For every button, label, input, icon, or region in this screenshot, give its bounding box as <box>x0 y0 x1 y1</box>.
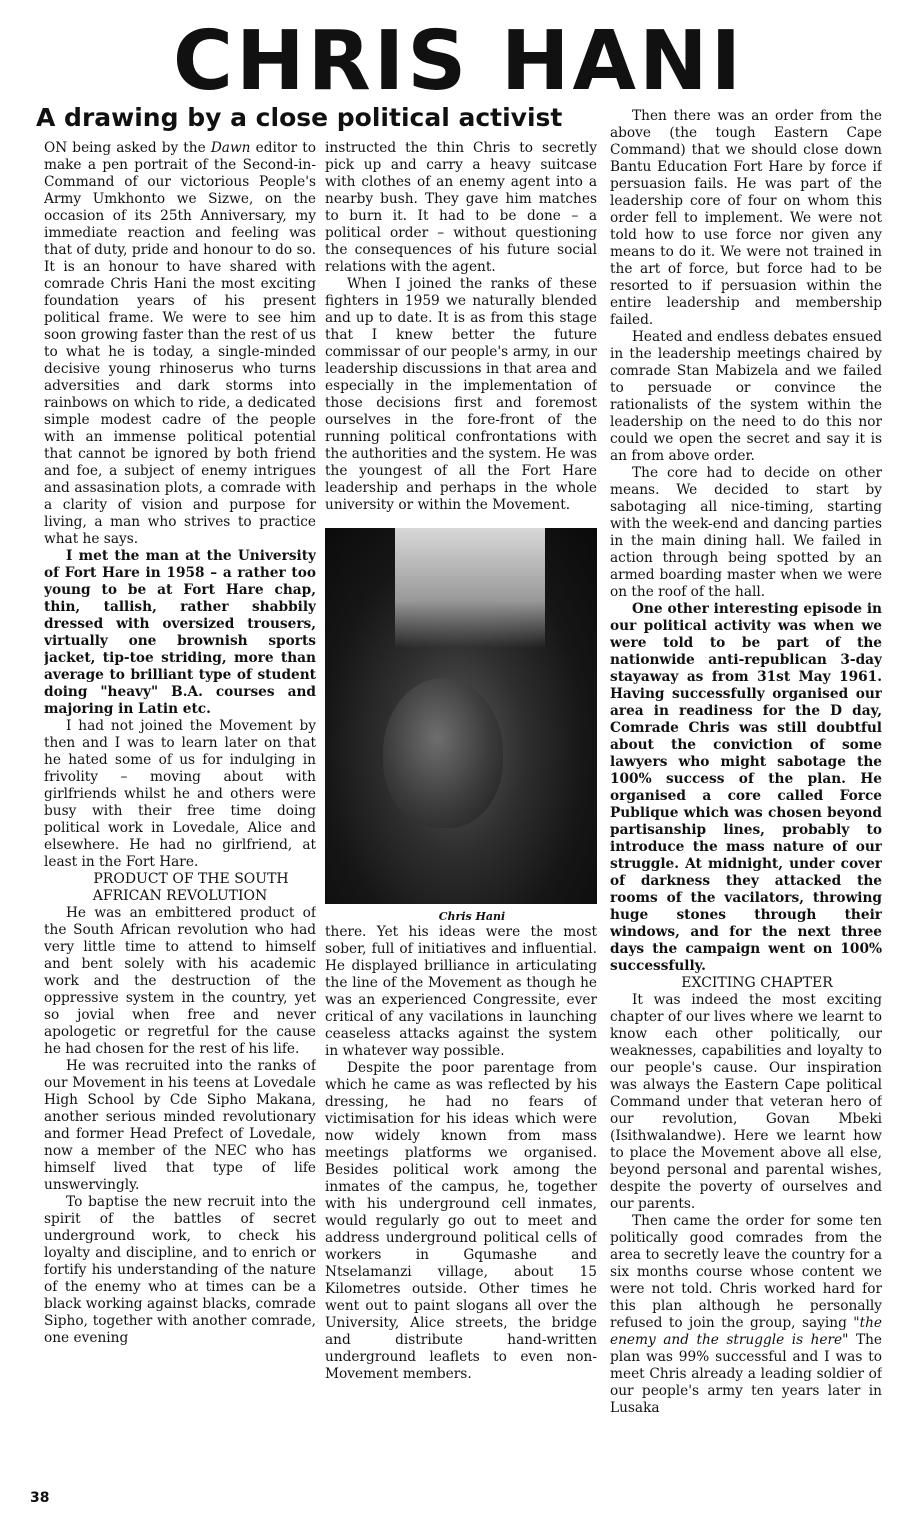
portrait-photo <box>325 528 597 904</box>
article-column-2 <box>325 140 597 1490</box>
photo-highlight <box>395 528 545 648</box>
paragraph: Heated and endless debates ensued in the leadership meetings chaired by comrade Stan Mabizela and we failed to persuade or convince the rationalists of the system within the leadership on the need to do this nor could we open the secret and say it is an from above order. <box>610 329 882 464</box>
paragraph-text: editor to make a pen portrait of the Second-in-Command of our victorious People's Army Umkhonto we Sizwe, on the occasion of its 25th Anniversary, my immediate reaction and feeling was that of duty, pride and honour to do so. It is an honour to have shared with comrade Chris Hani the most exciting foundation years of his present political frame. We were to see him soon growing faster than the rest of us to what he is today, a single-minded decisive young rhinoserus who turns adversities and dark storms into rainbows on which to ride, a dedicated simple modest cadre of the people with an immense political potential that cannot be ignored by both friend and foe, a subject of enemy intrigues and assasination plots, a comrade with a clarity of vision and purpose for living, a man who strives to practice what he says. <box>44 140 316 547</box>
paragraph: It was indeed the most exciting chapter of our lives where we learnt to know each other politically, our weaknesses, capabilities and loyalty to our people's cause. Our inspiration was always the Eastern Cape political Command under that veteran hero of our revolution, Govan Mbeki (Isithwalandwe). Here we learnt how to place the Movement above all else, beyond personal and parental wishes, despite the poverty of ourselves and our parents. <box>610 992 882 1212</box>
paragraph-text: Then came the order for some ten politically good comrades from the area to secretly leave the country for a six months course whose content we were not told. Chris worked hard for this plan although he personally refused to join the group, saying <box>610 1213 882 1331</box>
page-number: 38 <box>30 1490 50 1506</box>
paragraph: there. Yet his ideas were the most sober, full of initiatives and influential. He displayed brilliance in articulating the line of the Movement as though he was an experienced Congressite, ever critical of any vacilations in launching ceaseless attacks against the system in whatever way possible. <box>325 924 597 1059</box>
paragraph <box>44 140 316 548</box>
paragraph: Then there was an order from the above (the tough Eastern Cape Command) that we should close down Bantu Education Fort Hare by force if persuasion fails. He was part of the leadership core of four on whom this order fell to implement. We were not told how to use force nor given any means to do it. We were not trained in the art of force, but force had to be resorted to if persuasion within the entire leadership and membership failed. <box>610 108 882 328</box>
paragraph <box>610 1213 882 1417</box>
paragraph: The core had to decide on other means. We decided to start by sabotaging all nice-timing, starting with the week-end and dancing parties in the main dining hall. We failed in action through being spotted by an armed boarding master when we were on the roof of the hall. <box>610 465 882 600</box>
paragraph: instructed the thin Chris to secretly pick up and carry a heavy suitcase with clothes of an enemy agent into a nearby bush. They gave him matches to burn it. It had to be done – a political order – without questioning the consequences of his future social relations with the agent. <box>325 140 597 275</box>
paragraph-text: The plan was 99% successful and I was to meet Chris already a leading soldier of our people's army ten years later in Lusaka <box>610 1332 882 1416</box>
paragraph: Despite the poor parentage from which he came as was reflected by his dressing, he had no fears of victimisation for his ideas which were now widely known from mass meetings platforms we organised. Besides political work among the inmates of the campus, he, together with his underground cell inmates, would regularly go out to meet and address underground political cells of workers in Gqumashe and Ntselamanzi village, about 15 Kilometres outside. Other times he went out to paint slogans all over the University, Alice streets, the bridge and distribute hand-written underground leaflets to even non-Movement members. <box>325 1060 597 1382</box>
photo-caption: Chris Hani <box>438 910 506 923</box>
quotation: "the enemy and the struggle is here" <box>610 1315 882 1348</box>
paragraph: I met the man at the University of Fort Hare in 1958 – a rather too young to be at Fort Hare chap, thin, tallish, rather shabbily dressed with oversized trousers, virtually one brownish sports jacket, tip-toe striding, more than average to brilliant type of student doing "heavy" B.A. courses and majoring in Latin etc. <box>44 548 316 717</box>
article-column-1 <box>44 140 316 1485</box>
paragraph: I had not joined the Movement by then and I was to learn later on that he hated some of us for indulging in frivolity – moving about with girlfriends whilst he and others were busy with their free time doing political work in Lovedale, Alice and elsewhere. He had no girlfriend, at least in the Fort Hare. <box>44 718 316 870</box>
section-heading: PRODUCT OF THE SOUTH AFRICAN REVOLUTION <box>92 871 289 904</box>
portrait-face <box>383 678 503 828</box>
paragraph: He was an embittered product of the South African revolution who had very little time to attend to himself and bent solely with his academic work and the destruction of the oppressive system in the country, yet so jovial when free and never apologetic or regretful for the cause he had chosen for the rest of his life. <box>44 905 316 1057</box>
paragraph: One other interesting episode in our political activity was when we were told to be part of the nationwide anti-republican 3-day stayaway as from 31st May 1961. Having successfully organised our area in readiness for the D day, Comrade Chris was still doubtful about the conviction of some lawyers who might sabotage the 100% success of the plan. He organised a core called Force Publique which was chosen beyond partisanship lines, probably to introduce the mass nature of our struggle. At midnight, under cover of darkness they attacked the rooms of the vacilators, throwing huge stones through their windows, and for the next three days the campaign went on 100% successfully. <box>610 601 882 974</box>
article-column-3 <box>610 108 882 1483</box>
publication-name: Dawn <box>210 140 251 156</box>
headline: CHRIS HANI <box>172 14 745 109</box>
subheadline: A drawing by a close political activist <box>36 103 563 132</box>
section-heading: EXCITING CHAPTER <box>681 975 833 991</box>
paragraph: When I joined the ranks of these fighters in 1959 we naturally blended and up to date. It is as from this stage that I knew better the future commissar of our people's army, in our leadership discussions in that area and especially in the implementation of those decisions first and foremost ourselves in the fore-front of the running political confrontations with the authorities and the system. He was the youngest of all the Fort Hare leadership and perhaps in the whole university or within the Movement. <box>325 276 597 513</box>
paragraph-text: ON being asked by the <box>44 140 211 156</box>
paragraph: He was recruited into the ranks of our Movement in his teens at Lovedale High School by Cde Sipho Makana, another serious minded revolutionary and former Head Prefect of Lovedale, now a member of the NEC who has himself lived that type of life unswervingly. <box>44 1058 316 1193</box>
paragraph: To baptise the new recruit into the spirit of the battles of secret underground work, to check his loyalty and discipline, and to enrich or fortify his understanding of the nature of the enemy who at times can be a black working against blacks, comrade Sipho, together with another comrade, one evening <box>44 1194 316 1346</box>
